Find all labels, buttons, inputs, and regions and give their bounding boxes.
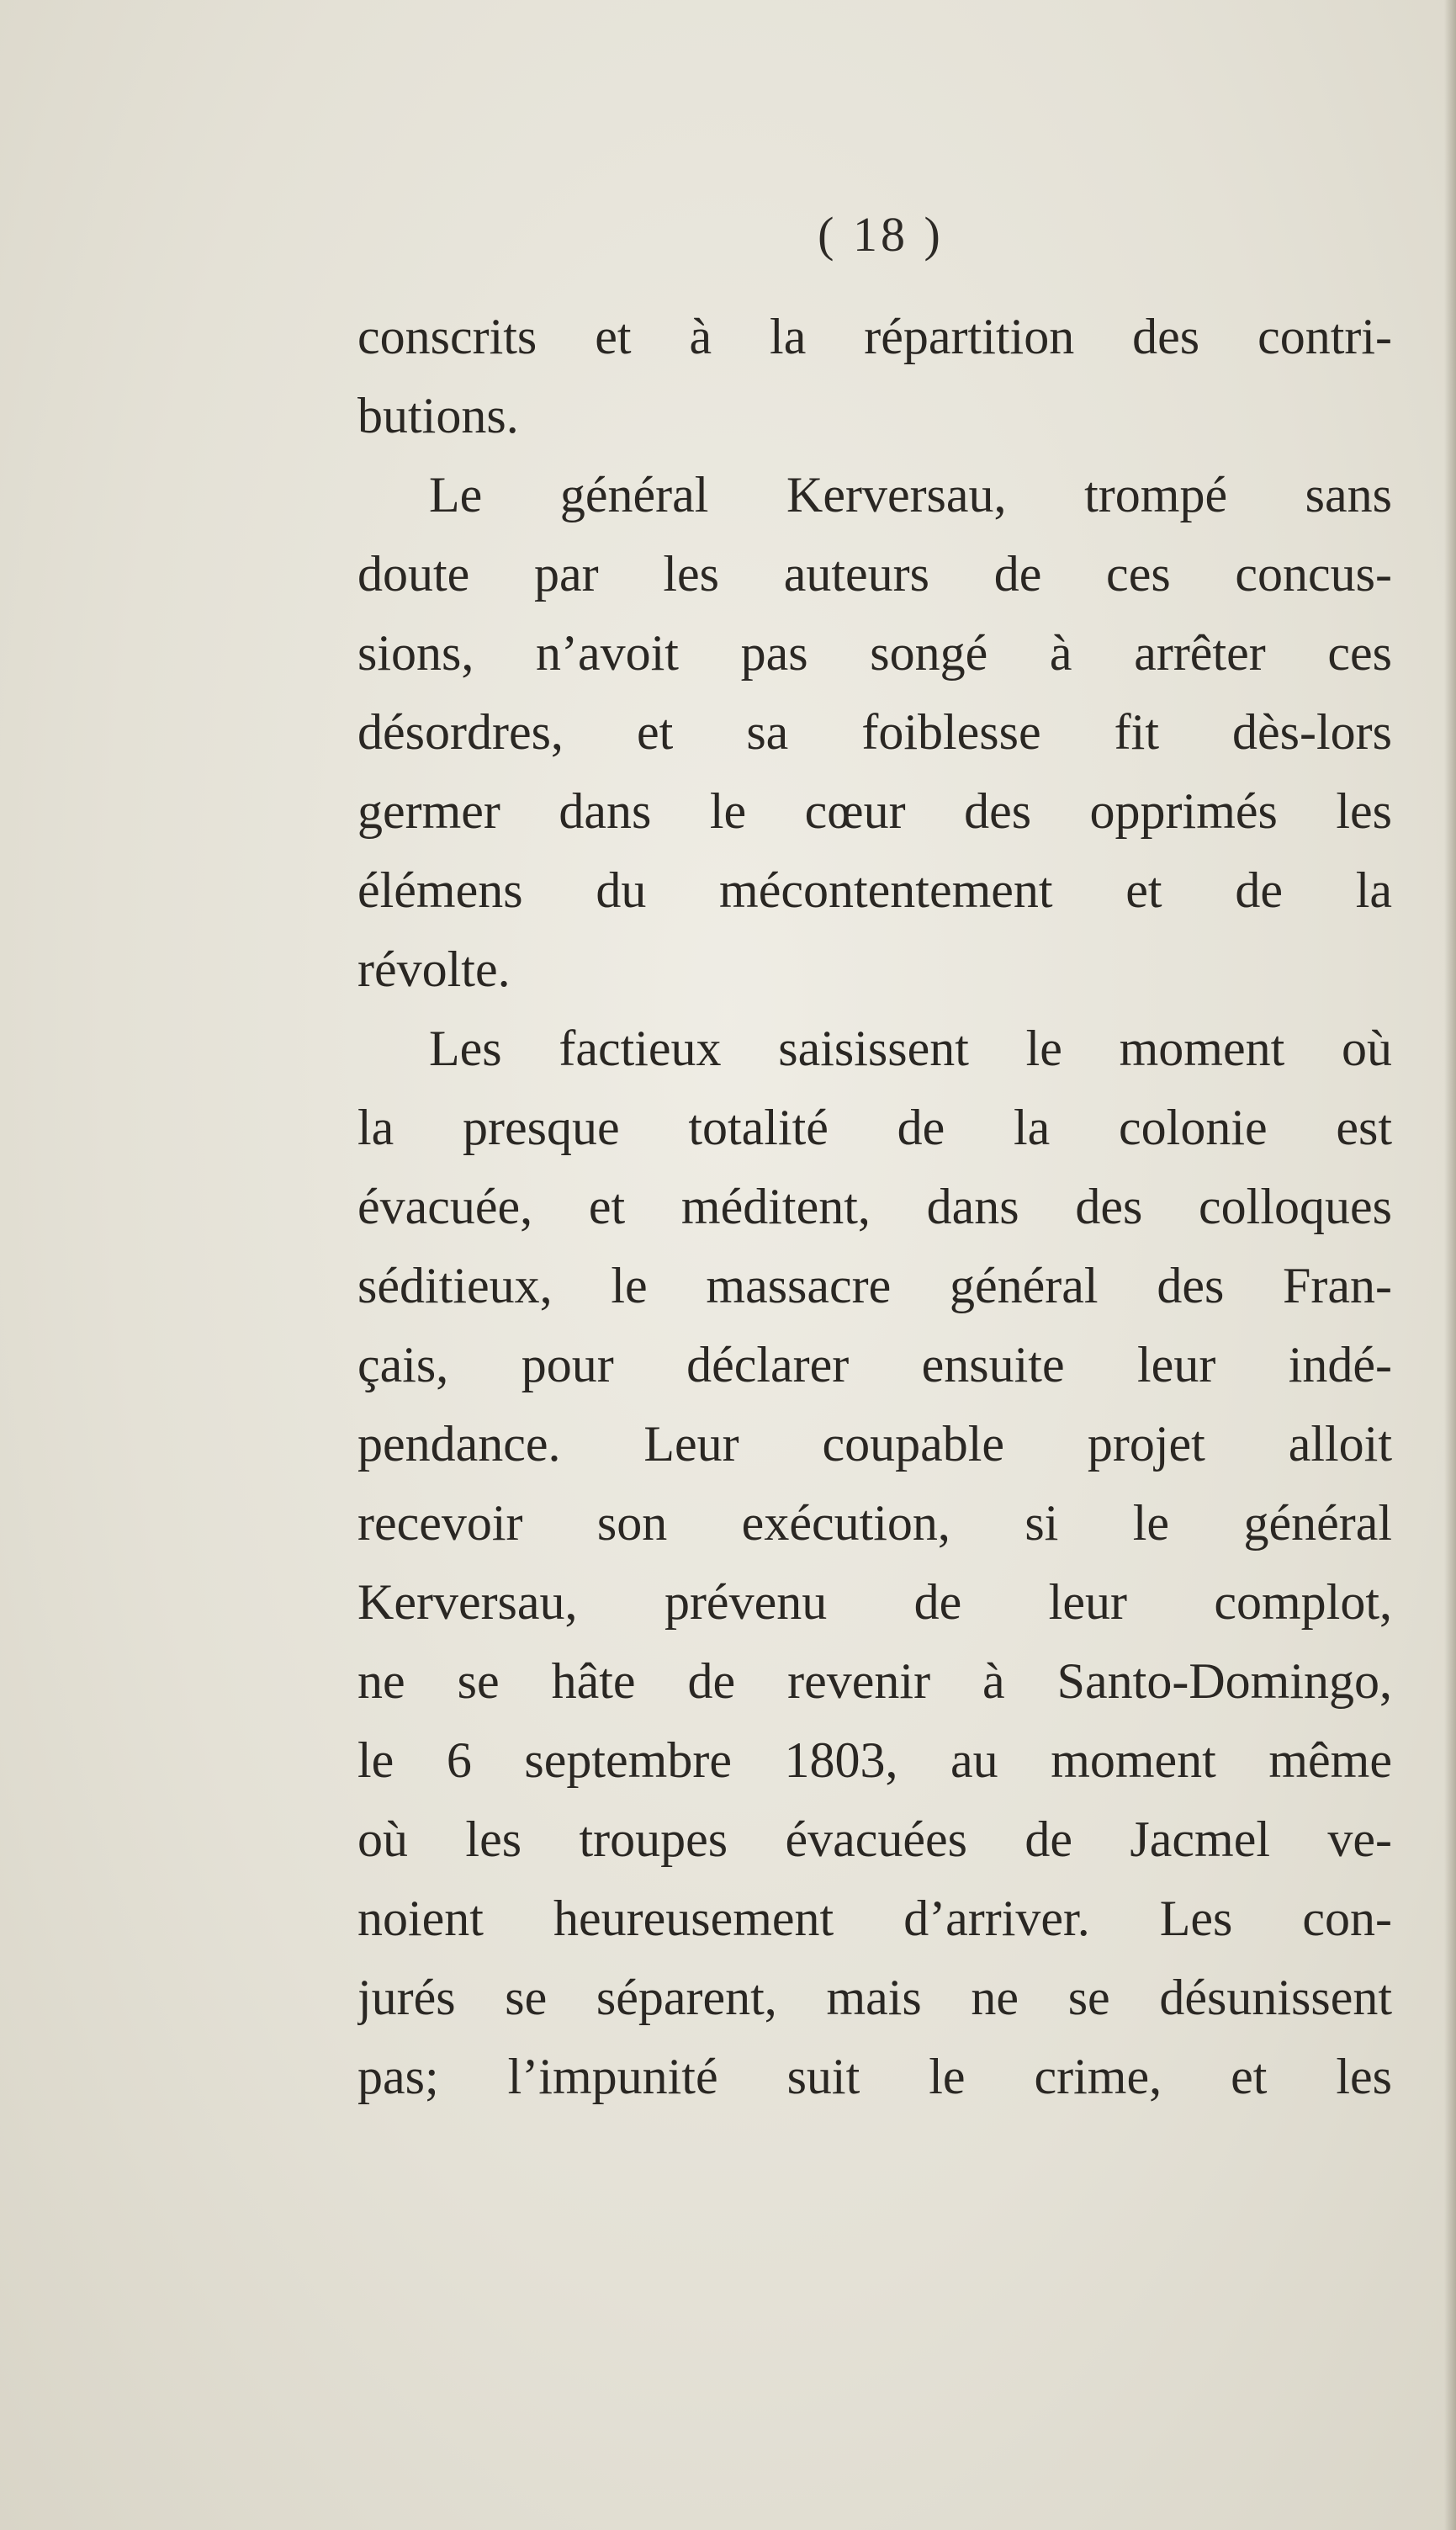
page-number: ( 18 ) bbox=[818, 207, 944, 262]
text-line: la presque totalité de la colonie est bbox=[357, 1100, 1392, 1155]
page-edge-shadow bbox=[1444, 0, 1456, 2530]
text-line: évacuée, et méditent, dans des colloques bbox=[357, 1179, 1392, 1234]
text-line: révolte. bbox=[357, 941, 511, 997]
text-line: noient heureusement d’arriver. Les con- bbox=[357, 1891, 1392, 1946]
text-line: doute par les auteurs de ces concus- bbox=[357, 546, 1392, 602]
text-line: conscrits et à la répartition des contri- bbox=[357, 309, 1392, 364]
text-line: butions. bbox=[357, 388, 519, 443]
text-line: pas; l’impunité suit le crime, et les bbox=[357, 2049, 1392, 2104]
text-line: ne se hâte de revenir à Santo-Domingo, bbox=[357, 1653, 1392, 1709]
text-line: désordres, et sa foiblesse fit dès-lors bbox=[357, 704, 1392, 760]
body-text bbox=[357, 297, 1392, 2116]
text-line: élémens du mécontentement et de la bbox=[357, 862, 1392, 918]
text-line: le 6 septembre 1803, au moment même bbox=[357, 1732, 1392, 1788]
text-line: pendance. Leur coupable projet alloit bbox=[357, 1416, 1392, 1472]
text-line: sions, n’avoit pas songé à arrêter ces bbox=[357, 625, 1392, 681]
text-line: où les troupes évacuées de Jacmel ve- bbox=[357, 1811, 1392, 1867]
text-line: Les factieux saisissent le moment où bbox=[429, 1021, 1392, 1076]
text-line: Le général Kerversau, trompé sans bbox=[429, 467, 1392, 522]
text-line: germer dans le cœur des opprimés les bbox=[357, 783, 1392, 839]
text-line: recevoir son exécution, si le général bbox=[357, 1495, 1392, 1551]
text-line: çais, pour déclarer ensuite leur indé- bbox=[357, 1337, 1392, 1392]
text-line: séditieux, le massacre général des Fran- bbox=[357, 1258, 1392, 1313]
text-line: jurés se séparent, mais ne se désunissent bbox=[357, 1970, 1392, 2025]
text-line: Kerversau, prévenu de leur complot, bbox=[357, 1574, 1392, 1630]
